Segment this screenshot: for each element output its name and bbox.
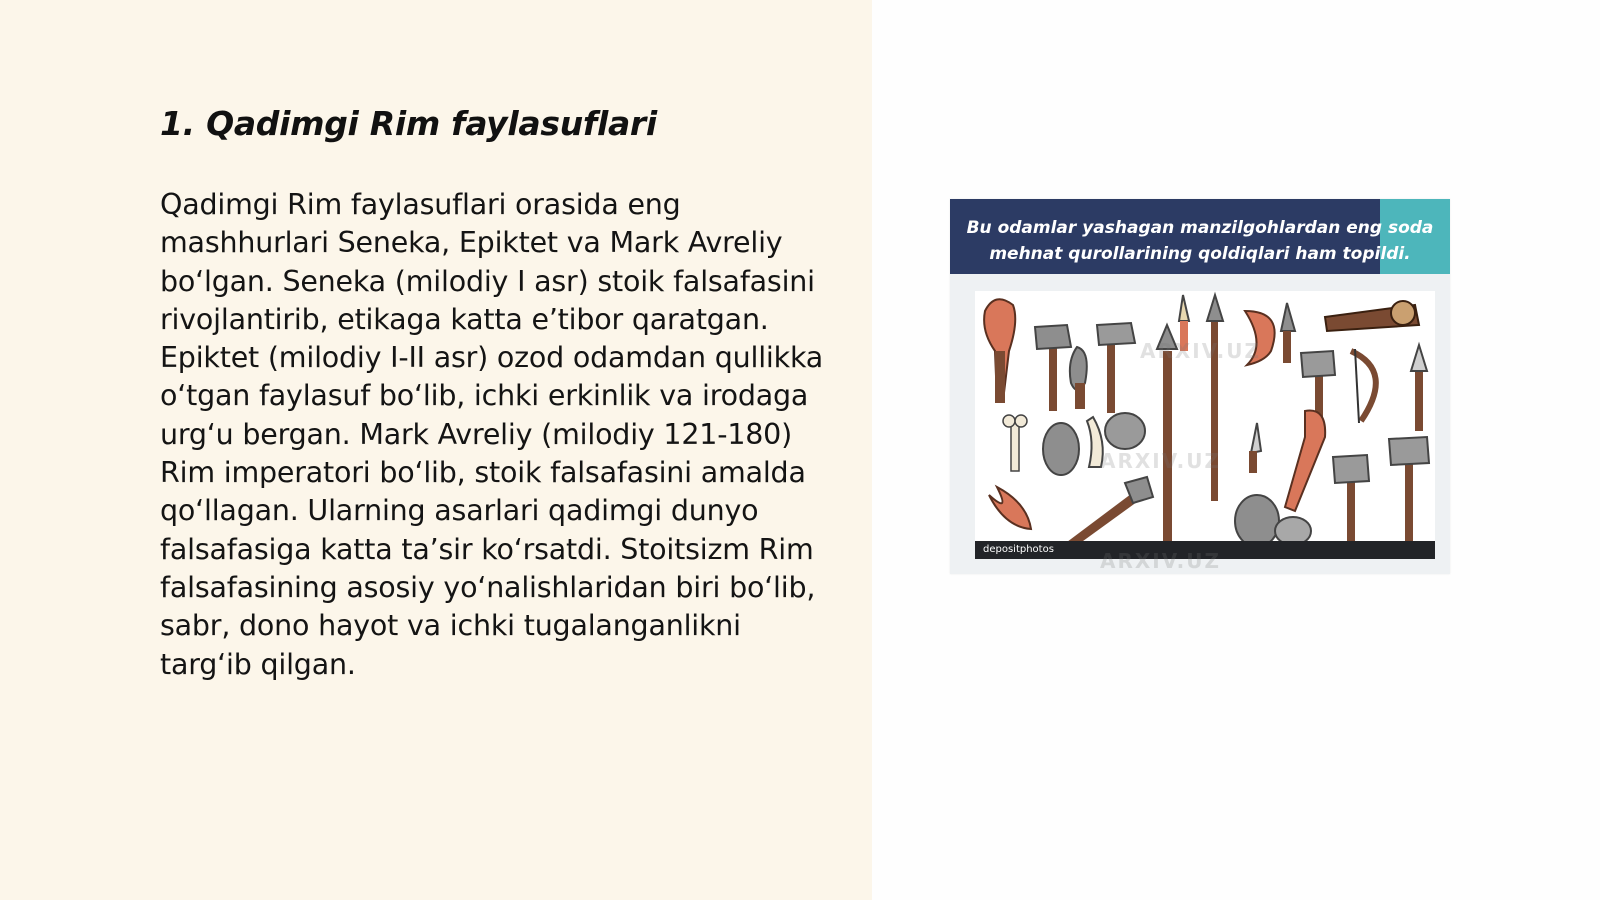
club-icon [984,299,1015,403]
figure-caption-line-1: Bu odamlar yashagan manzilgohlardan eng soda [966,218,1434,238]
hand-axe-icon [1070,347,1087,409]
stone-icon [1043,423,1079,475]
figure-caption [950,215,1450,267]
bone-icon [1003,415,1027,471]
clay-club-icon [1285,411,1325,511]
figure-caption-banner [950,199,1450,274]
stock-logo: depositphotos [983,544,1054,555]
stone-icon-3 [1235,495,1279,547]
stone-icon-2 [1105,413,1145,449]
stone-age-tools-illustration [950,199,1450,574]
hammer-axe-icon [1097,323,1135,413]
figure-caption-line-2: mehnat qurollarining qoldiqlari ham topildi. [989,244,1411,264]
feather-knife-icon [1411,345,1427,431]
watermark: ARXIV.UZ [1140,339,1261,363]
small-knife-icon [1249,423,1261,473]
stone-hammer-icon [1325,301,1419,331]
tools-artwork [975,291,1435,559]
axe-icon-bottom-2 [1389,437,1429,551]
stone-axe-icon [1035,325,1071,411]
flint-knife-icon [1281,303,1295,363]
slide-body-text: Qadimgi Rim faylasuflari orasida eng mashhurlari Seneka, Epiktet va Mark Avreliy bo‘lgan. Seneka (milodiy I asr) stoik falsafasini rivojlantirib, etikaga katta e’tibor qaratgan. Epiktet (milodiy I-II asr) ozod odamdan qullikka o‘tgan faylasuf bo‘lib, ichki erkinlik va irodaga urg‘u bergan. Mark Avreliy (milodiy 121-180) Rim imperatori bo‘lib, stoik falsafasini amalda qo‘llagan. Ularning asarlari qadimgi dunyo falsafasiga katta ta’sir ko‘rsatdi. Stoitsizm Rim falsafasining asosiy yo‘nalishlaridan biri bo‘lib, sabr, dono hayot va ichki tugalanganlikni targ‘ib qilgan. [160,188,824,681]
tools-drawing [975,291,1435,559]
watermark-2: ARXIV.UZ [1100,449,1221,473]
axe-icon-bottom [1333,455,1369,551]
slide-title: 1. Qadimgi Rim faylasuflari [160,104,657,143]
boomerang-icon-2 [989,487,1031,529]
watermark-3: ARXIV.UZ [1100,549,1221,573]
